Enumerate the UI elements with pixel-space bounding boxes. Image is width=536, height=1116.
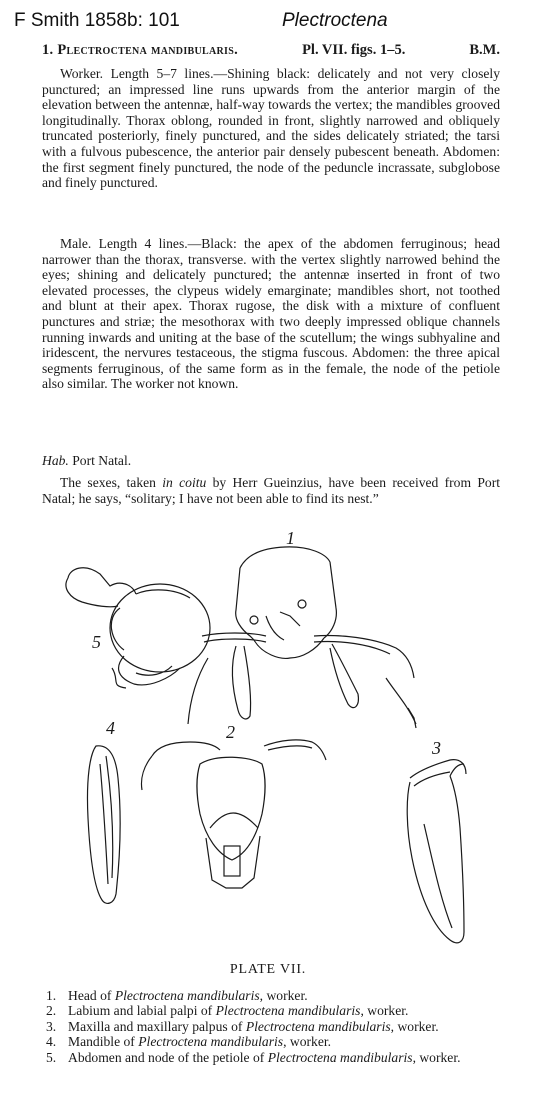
figure-label-3: 3 xyxy=(432,738,441,758)
sexes-text-italic: in coitu xyxy=(162,475,207,490)
caption-number: 1. xyxy=(46,988,57,1003)
caption-text xyxy=(68,988,506,1003)
species-heading xyxy=(42,42,500,59)
caption-text xyxy=(68,1050,506,1065)
caption-species: Plectroctena mandibularis xyxy=(245,1018,391,1034)
caption-text-post: , worker. xyxy=(360,1003,409,1019)
figure-label-4: 4 xyxy=(106,718,115,738)
caption-text-pre: Mandible of xyxy=(68,1034,139,1050)
figure-caption-list xyxy=(46,988,506,1065)
sexes-paragraph xyxy=(42,475,500,506)
figure-label-5: 5 xyxy=(92,632,101,652)
caption-number: 4. xyxy=(46,1034,57,1050)
caption-text-pre: Maxilla and maxillary palpus of xyxy=(68,1018,246,1034)
genus-name: Plectroctena xyxy=(282,10,388,31)
figure-5-abdomen xyxy=(66,568,210,688)
figure-4-mandible xyxy=(87,718,120,903)
habitat-line xyxy=(42,453,500,469)
male-lead: Male. xyxy=(60,236,92,251)
habitat-value: Port Natal. xyxy=(72,453,132,468)
male-text: Length 4 lines.—Black: the apex of the abdomen ferruginous; head narrower than the thorax, transverse. with the vertex slightly narrowed behind the eyes; shining and delicately punctured; the antennæ inserted in front of two elevated processes, the clypeus widely emarginate; mandibles short, not toothed and blunt at their apex. Thorax rugose, the disk with a mixture of confluent punctures and striæ; the mesothorax with two deeply impressed oblique channels running inwards and uniting at the base of the scutellum; the wings subhyaline and iridescent, the nervures testaceous, the stigma fuscous. Abdomen: the three apical segments ferruginous, of the same form as in the female, the node of the petiole also similar. The worker not known. xyxy=(42,236,500,392)
caption-text xyxy=(68,1034,506,1049)
plate-figure xyxy=(40,528,510,953)
caption-species: Plectroctena mandibularis xyxy=(138,1034,284,1050)
caption-number: 2. xyxy=(46,1003,57,1019)
caption-item xyxy=(46,1034,506,1049)
sexes-text-post: by Herr Gueinzius, have been received from Port Natal; he says, “solitary; I have not been able to find its nest.” xyxy=(42,475,500,506)
caption-text xyxy=(68,1019,506,1034)
caption-text-pre: Labium and labial palpi of xyxy=(68,1003,216,1019)
caption-text-post: , worker. xyxy=(259,988,308,1003)
species-name: 1. Plectroctena mandibularis. xyxy=(42,42,238,58)
caption-item xyxy=(46,988,506,1003)
worker-text: Length 5–7 lines.—Shining black: delicately and not very closely punctured; an impressed line runs upwards from the anterior margin of the elevation between the antennæ, half-way towards the vertex; the mandibles grooved longitudinally. Thorax oblong, rounded in front, slightly narrowed and obliquely truncated posteriorly, finely punctured, and the sides delicately striated; the tarsi with a fulvous pubescence, the anterior pair densely pubescent beneath. Abdomen: the first segment finely punctured, the node of the peduncle incrassate, subglobose and finely punctured. xyxy=(42,66,500,191)
plate-illustration xyxy=(40,528,510,953)
figure-label-2: 2 xyxy=(226,722,235,742)
caption-species: Plectroctena mandibularis xyxy=(114,988,260,1003)
caption-item xyxy=(46,1050,506,1065)
male-description xyxy=(42,236,500,392)
citation-reference: F Smith 1858b: 101 xyxy=(14,10,180,31)
plate-title: PLATE VII. xyxy=(229,962,307,977)
figure-3-maxilla xyxy=(407,738,466,943)
caption-text-post: , worker. xyxy=(283,1034,332,1050)
caption-number: 3. xyxy=(46,1018,57,1034)
caption-text xyxy=(68,1003,506,1018)
figure-2-labium xyxy=(141,722,326,888)
caption-text-post: , worker. xyxy=(412,1049,461,1065)
figure-label-1: 1 xyxy=(286,528,295,548)
worker-lead: Worker. xyxy=(60,66,104,81)
plate-reference: Pl. VII. figs. 1–5. xyxy=(302,42,406,58)
caption-text-pre: Head of xyxy=(68,988,115,1003)
worker-description xyxy=(42,66,500,191)
caption-text-post: , worker. xyxy=(390,1018,439,1034)
page-header xyxy=(14,10,524,36)
sexes-text-pre: The sexes, taken xyxy=(60,475,156,490)
habitat-label: Hab. xyxy=(42,453,69,468)
figure-1-head xyxy=(188,528,416,728)
caption-species: Plectroctena mandibularis xyxy=(215,1003,361,1019)
caption-text-pre: Abdomen and node of the petiole of xyxy=(68,1049,268,1065)
caption-species: Plectroctena mandibularis xyxy=(267,1049,413,1065)
caption-item xyxy=(46,1003,506,1018)
collection-code: B.M. xyxy=(469,42,500,58)
caption-number: 5. xyxy=(46,1049,57,1065)
caption-item xyxy=(46,1019,506,1034)
